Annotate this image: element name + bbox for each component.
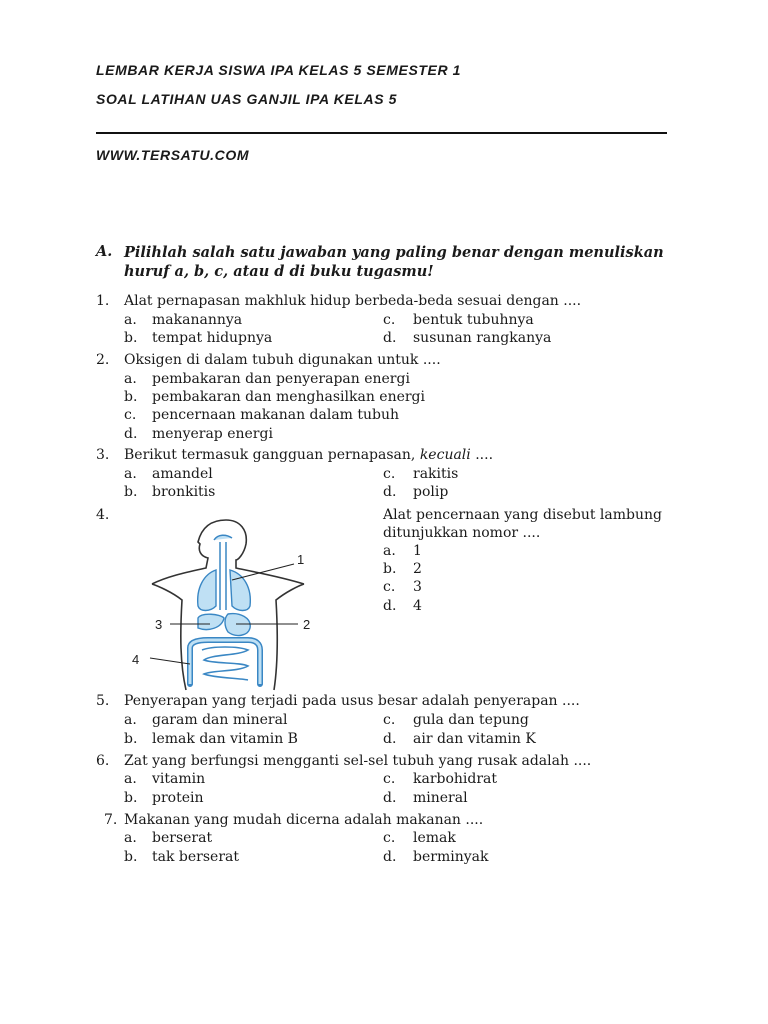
option-letter: b. [124,731,138,747]
option-letter: b. [124,330,138,346]
option-d[interactable]: air dan vitamin K [413,731,536,747]
question-stem-line2: ditunjukkan nomor .... [383,525,541,541]
question-stem-line1: Alat pencernaan yang disebut lambung [383,507,662,523]
header-divider [96,132,667,134]
option-letter: a. [124,312,137,328]
option-letter: b. [124,389,138,405]
mouth-cavity [214,535,232,540]
option-letter: c. [383,830,396,846]
option-letter: d. [383,598,397,614]
option-letter: c. [383,312,396,328]
option-letter: d. [383,731,397,747]
question-number: 7. [104,812,118,828]
leader-line-4 [150,658,190,664]
option-b[interactable]: tempat hidupnya [152,330,273,346]
option-b[interactable]: tak berserat [152,849,239,865]
worksheet-title: LEMBAR KERJA SISWA IPA KELAS 5 SEMESTER 1 [96,62,462,78]
option-a[interactable]: 1 [413,543,422,559]
option-letter: a. [383,543,396,559]
option-b[interactable]: protein [152,790,204,806]
question-stem: Alat pernapasan makhluk hidup berbeda-beda sesuai dengan .... [124,293,582,309]
diagram-label-2: 2 [303,617,311,632]
website-link[interactable]: WWW.TERSATU.COM [96,147,250,163]
option-letter: a. [124,712,137,728]
option-d[interactable]: mineral [413,790,468,806]
stomach [225,614,250,636]
option-a[interactable]: makanannya [152,312,243,328]
question-stem: Berikut termasuk gangguan pernapasan, kecuali .... [124,447,494,463]
question-number: 1. [96,293,110,309]
digestive-system-diagram [128,514,328,694]
option-b[interactable]: lemak dan vitamin B [152,731,298,747]
option-c[interactable]: pencernaan makanan dalam tubuh [152,407,400,423]
option-c[interactable]: gula dan tepung [413,712,529,728]
esophagus [220,542,226,610]
option-letter: d. [124,426,138,442]
leader-line-1 [232,564,294,580]
option-letter: d. [383,849,397,865]
liver [198,614,224,629]
option-d[interactable]: menyerap energi [152,426,273,442]
option-letter: d. [383,484,397,500]
option-b[interactable]: 2 [413,561,422,577]
option-a[interactable]: vitamin [152,771,206,787]
option-c[interactable]: 3 [413,579,422,595]
worksheet-subtitle: SOAL LATIHAN UAS GANJIL IPA KELAS 5 [96,91,398,107]
option-letter: b. [124,790,138,806]
option-d[interactable]: 4 [413,598,422,614]
option-b[interactable]: bronkitis [152,484,216,500]
option-letter: b. [383,561,397,577]
option-c[interactable]: lemak [413,830,456,846]
section-instruction: Pilihlah salah satu jawaban yang paling benar dengan menuliskan huruf a, b, c, atau d di buku tugasmu! [124,244,664,280]
option-letter: b. [124,849,138,865]
option-letter: a. [124,771,137,787]
question-stem: Penyerapan yang terjadi pada usus besar adalah penyerapan .... [124,693,580,709]
section-letter: A. [96,243,113,260]
small-intestine [202,647,248,680]
left-lung [198,570,216,611]
diagram-label-4: 4 [132,652,140,667]
diagram-label-3: 3 [155,617,163,632]
option-d[interactable]: polip [413,484,449,500]
option-letter: d. [383,330,397,346]
option-letter: b. [124,484,138,500]
option-letter: c. [383,466,396,482]
option-letter: c. [383,579,396,595]
option-c[interactable]: rakitis [413,466,459,482]
option-d[interactable]: susunan rangkanya [413,330,552,346]
option-letter: d. [383,790,397,806]
option-letter: c. [383,712,396,728]
question-number: 3. [96,447,110,463]
option-letter: a. [124,371,137,387]
option-c[interactable]: karbohidrat [413,771,498,787]
option-d[interactable]: berminyak [413,849,489,865]
question-number: 4. [96,507,110,523]
question-number: 2. [96,352,110,368]
question-number: 6. [96,753,110,769]
option-letter: c. [124,407,137,423]
question-stem: Oksigen di dalam tubuh digunakan untuk .... [124,352,441,368]
option-a[interactable]: berserat [152,830,213,846]
option-c[interactable]: bentuk tubuhnya [413,312,534,328]
emphasis-word: kecuali [419,447,471,463]
body-outline [152,520,304,690]
question-stem: Zat yang berfungsi mengganti sel-sel tubuh yang rusak adalah .... [124,753,592,769]
option-letter: a. [124,466,137,482]
option-b[interactable]: pembakaran dan menghasilkan energi [152,389,425,405]
option-letter: c. [383,771,396,787]
question-number: 5. [96,693,110,709]
option-letter: a. [124,830,137,846]
diagram-label-1: 1 [297,552,305,567]
question-stem: Makanan yang mudah dicerna adalah makanan .... [124,812,484,828]
option-a[interactable]: pembakaran dan penyerapan energi [152,371,410,387]
option-a[interactable]: amandel [152,466,213,482]
option-a[interactable]: garam dan mineral [152,712,288,728]
